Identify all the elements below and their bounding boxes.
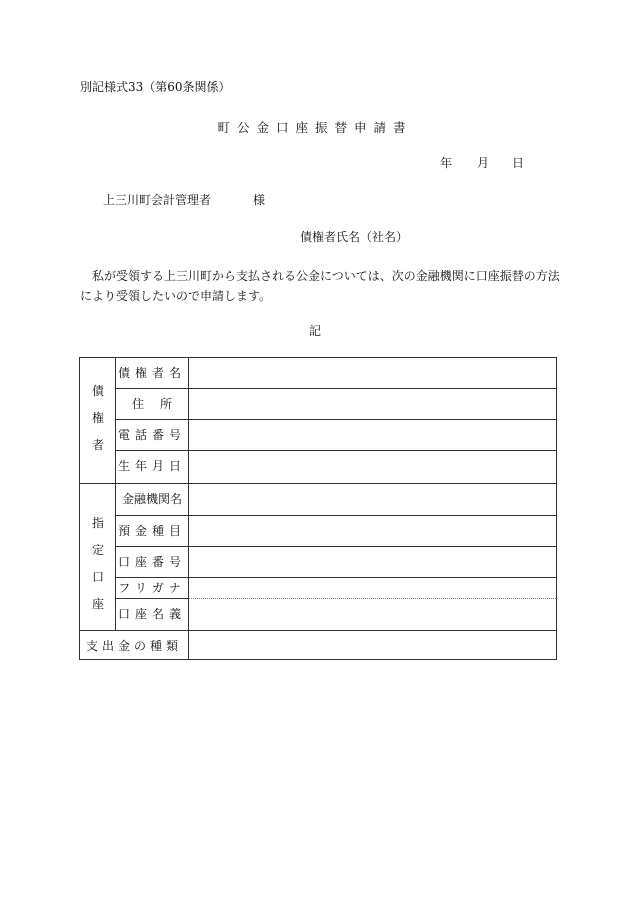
group-char: 定 [91, 543, 104, 557]
group-char: 債 [91, 384, 104, 398]
deposit-type-row-label: 預金種目 [117, 524, 186, 538]
address-char: 所 [159, 397, 172, 411]
creditor-group-label [80, 378, 116, 459]
page-title: 町公金口座振替申請書 [217, 120, 413, 135]
account-group-label [80, 510, 116, 618]
group-char: 指 [91, 516, 104, 530]
address-char: 住 [132, 397, 145, 411]
label-column-divider [188, 358, 189, 660]
body-text: 私が受領する上三川町から支払される公金については、次の金融機関に口座振替の方法により受領したいので申請します。 [80, 269, 560, 303]
furigana-row-label: フリガナ [118, 581, 186, 595]
furigana-dotted-divider [189, 598, 556, 599]
group-char: 口 [91, 570, 104, 584]
payment-type-row-label: 支出金の種類 [85, 639, 182, 653]
creditor-name-label: 債権者氏名（社名） [300, 230, 409, 244]
bank-name-row-label: 金融機関名 [121, 492, 182, 506]
date-year-label: 年 [440, 156, 453, 170]
account-holder-row-label: 口座名義 [117, 607, 186, 621]
address-row-label [116, 389, 188, 420]
form-number: 別記様式33（第60条関係） [80, 80, 231, 94]
group-char: 権 [91, 411, 104, 425]
birthdate-row-label: 生年月日 [117, 459, 186, 473]
date-month-label: 月 [477, 156, 490, 170]
addressee: 上三川町会計管理者 [103, 193, 212, 207]
group-char: 者 [91, 438, 104, 452]
account-number-row-label: 口座番号 [117, 555, 186, 569]
application-table [79, 357, 557, 660]
group-char: 座 [91, 597, 104, 611]
creditor-name-row-label: 債権者名 [117, 366, 186, 380]
addressee-honorific: 様 [253, 193, 266, 207]
phone-row-label: 電話番号 [117, 428, 186, 442]
date-day-label: 日 [512, 156, 525, 170]
ki-heading: 記 [308, 324, 321, 338]
